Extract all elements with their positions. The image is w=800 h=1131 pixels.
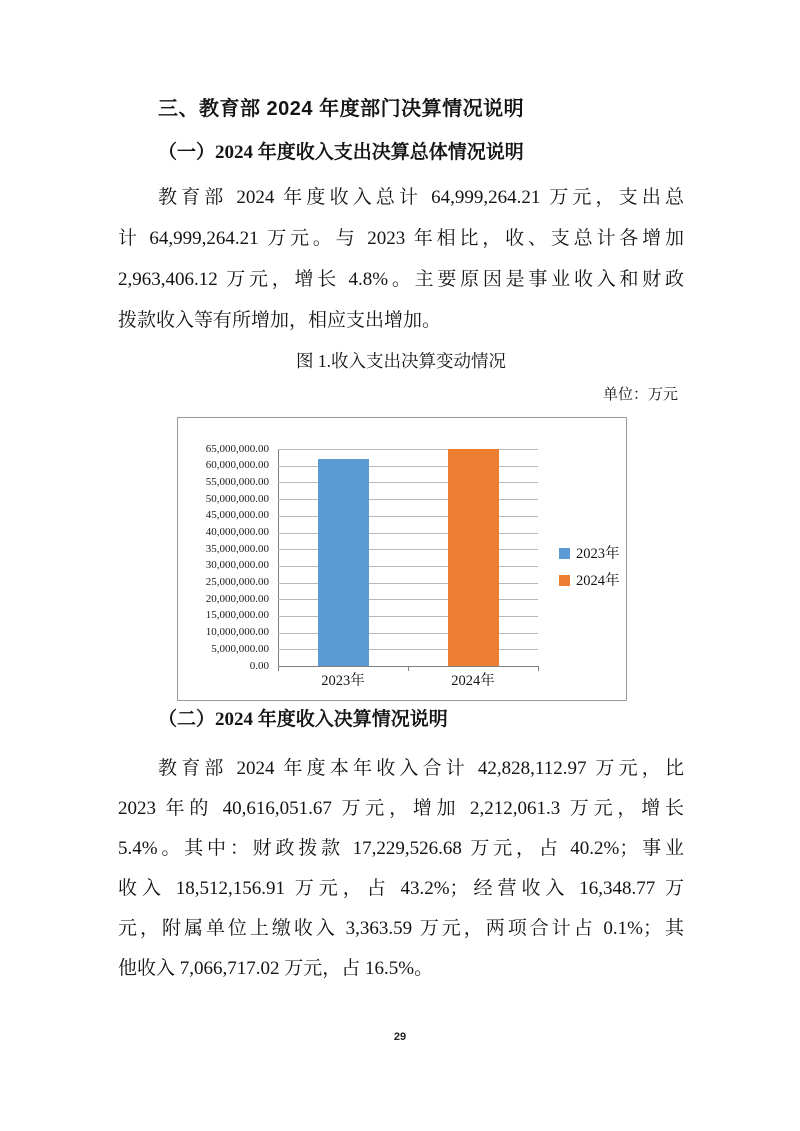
- chart-y-tick-label: 50,000,000.00: [205, 492, 269, 505]
- legend-label: 2024年: [576, 572, 620, 589]
- section1-heading: [158, 139, 524, 167]
- figure1-bar-chart: [177, 417, 627, 701]
- text-line: 元，附属单位上缴收入 3,363.59 万元，两项合计占 0.1%；其: [118, 918, 684, 939]
- text-line: 2,963,406.12 万元，增长 4.8%。主要原因是事业收入和财政: [118, 269, 684, 290]
- section2-heading-year: 2024: [215, 709, 254, 730]
- doc-title: 三、教育部 2024 年度部门决算情况说明: [158, 98, 525, 120]
- chart-x-tick-mark: [408, 666, 409, 671]
- section1-heading-prefix: （一）: [158, 142, 216, 163]
- section1-heading-year: 2024: [215, 142, 254, 163]
- chart-y-tick-label: 40,000,000.00: [205, 526, 269, 538]
- chart-y-tick-label: 25,000,000.00: [205, 576, 269, 588]
- chart-x-label: 2024年: [451, 673, 495, 689]
- text-line: 他收入 7,066,717.02 万元，占 16.5%。: [118, 958, 434, 979]
- chart-y-tick-label: 10,000,000.00: [205, 626, 269, 639]
- chart-x-tick-mark: [278, 666, 279, 671]
- text-line: 拨款收入等有所增加，相应支出增加。: [118, 310, 442, 331]
- text-line: 教育部 2024 年度收入总计 64,999,264.21 万元，支出总: [158, 187, 684, 208]
- chart-y-tick-label: 45,000,000.00: [205, 509, 269, 522]
- chart-gridline: [278, 449, 538, 450]
- chart-y-tick-label: 55,000,000.00: [205, 475, 269, 488]
- unit-label: 单位：万元: [602, 387, 678, 403]
- legend-item: [559, 543, 620, 564]
- section1-heading-rest: 年度收入支出决算总体情况说明: [253, 142, 524, 163]
- chart-legend: [559, 543, 620, 597]
- text-line: 2023 年的 40,616,051.67 万元，增加 2,212,061.3 万元，增长: [118, 798, 684, 819]
- chart-x-tick-mark: [538, 666, 539, 671]
- text-line: 5.4%。其中：财政拨款 17,229,526.68 万元，占 40.2%；事业: [118, 838, 684, 859]
- chart-bar-2024年: [448, 449, 499, 666]
- text-line: 计 64,999,264.21 万元。与 2023 年相比，收、支总计各增加: [118, 228, 684, 249]
- legend-swatch-icon: [559, 548, 570, 559]
- text-line: 教育部 2024 年度本年收入合计 42,828,112.97 万元，比: [158, 758, 684, 779]
- page-number: 29: [393, 1031, 407, 1043]
- chart-y-tick-label: 30,000,000.00: [205, 559, 269, 572]
- chart-bar-2023年: [318, 459, 369, 666]
- chart-y-tick-label: 0.00: [249, 659, 269, 672]
- legend-item: [559, 570, 620, 591]
- chart-y-tick-label: 20,000,000.00: [205, 592, 269, 605]
- chart-y-tick-label: 60,000,000.00: [205, 459, 269, 472]
- section2-heading-rest: 年度收入决算情况说明: [253, 709, 448, 730]
- section2-heading: [158, 706, 448, 734]
- paragraph-2: [118, 749, 684, 989]
- legend-label: 2023年: [576, 545, 620, 562]
- section2-heading-prefix: （二）: [158, 709, 216, 730]
- chart-y-tick-label: 15,000,000.00: [205, 609, 269, 622]
- chart-x-label: 2023年: [321, 673, 365, 689]
- text-line: 收入 18,512,156.91 万元，占 43.2%；经营收入 16,348.77 万: [118, 878, 684, 899]
- chart-y-tick-label: 35,000,000.00: [205, 542, 269, 555]
- figure1-caption: 图 1.收入支出决算变动情况: [296, 351, 506, 371]
- paragraph-1: [118, 177, 684, 341]
- legend-swatch-icon: [559, 575, 570, 586]
- chart-y-tick-label: 5,000,000.00: [211, 642, 269, 655]
- chart-y-tick-label: 65,000,000.00: [205, 442, 269, 455]
